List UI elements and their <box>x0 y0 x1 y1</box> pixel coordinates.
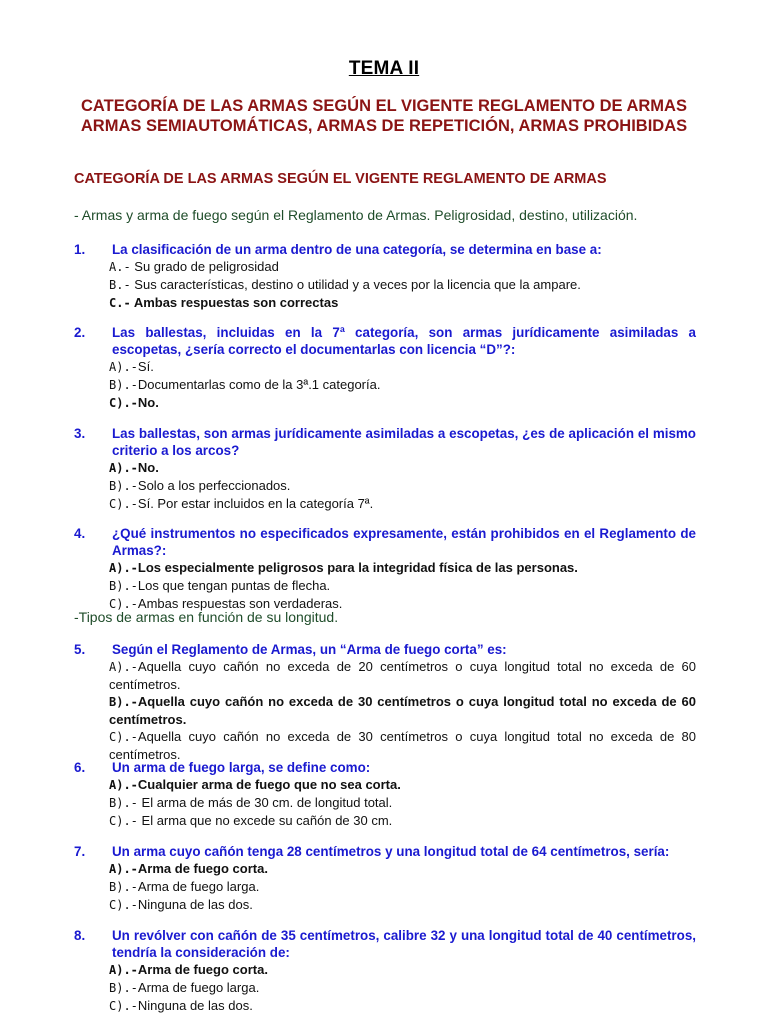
subtitle-line-2: ARMAS SEMIAUTOMÁTICAS, ARMAS DE REPETICIÓN, ARMAS PROHIBIDAS <box>80 117 688 135</box>
option-b: B).- El arma de más de 30 cm. de longitud total. <box>109 795 393 810</box>
question-5 <box>74 641 696 763</box>
question-number: 1. <box>74 242 86 257</box>
option-c: C).-Sí. Por estar incluidos en la categoría 7ª. <box>109 496 374 511</box>
question-stem: Un revólver con cañón de 35 centímetros, calibre 32 y una longitud total de 40 centímetros, tendría la consideración de: <box>112 928 696 960</box>
question-2 <box>74 324 696 412</box>
question-number: 5. <box>74 642 86 657</box>
option-a: A).-Arma de fuego corta. <box>109 861 268 876</box>
option-a: A).-Sí. <box>109 359 154 374</box>
subsection-heading-1: - Armas y arma de fuego según el Reglamento de Armas. Peligrosidad, destino, utilización. <box>74 207 638 223</box>
question-3 <box>74 425 696 513</box>
subsection-heading-2: -Tipos de armas en función de su longitud. <box>74 609 339 625</box>
question-stem: Las ballestas, son armas jurídicamente asimiladas a escopetas, ¿es de aplicación el mismo criterio a los arcos? <box>112 426 696 458</box>
option-a: A.- Su grado de peligrosidad <box>109 259 279 274</box>
option-a: A).-Arma de fuego corta. <box>109 962 268 977</box>
question-stem: Un arma de fuego larga, se define como: <box>112 760 371 775</box>
option-a: A).-Aquella cuyo cañón no exceda de 20 centímetros o cuya longitud total no exceda de 60 centímetros. <box>109 659 696 692</box>
option-c: C).-Ninguna de las dos. <box>109 998 253 1013</box>
question-stem: Según el Reglamento de Armas, un “Arma de fuego corta” es: <box>112 642 507 657</box>
subtitle-line-1: CATEGORÍA DE LAS ARMAS SEGÚN EL VIGENTE REGLAMENTO DE ARMAS <box>81 97 687 115</box>
question-stem: Las ballestas, incluidas en la 7ª categoría, son armas jurídicamente asimiladas a escopetas, ¿sería correcto el documentarlas con licencia “D”?: <box>112 325 696 357</box>
option-c: C).-Ninguna de las dos. <box>109 897 253 912</box>
question-stem: ¿Qué instrumentos no especificados expresamente, están prohibidos en el Reglamento de Armas?: <box>112 526 696 558</box>
question-number: 4. <box>74 526 86 541</box>
option-c: C).- El arma que no excede su cañón de 30 cm. <box>109 813 393 828</box>
question-4 <box>74 525 696 613</box>
question-7 <box>74 843 696 914</box>
question-number: 3. <box>74 426 86 441</box>
option-c: C).-Ambas respuestas son verdaderas. <box>109 596 343 611</box>
option-b: B).-Arma de fuego larga. <box>109 879 260 894</box>
question-8 <box>74 927 696 1015</box>
section-heading: CATEGORÍA DE LAS ARMAS SEGÚN EL VIGENTE REGLAMENTO DE ARMAS <box>74 171 607 187</box>
document-subtitle <box>0 96 768 136</box>
question-number: 6. <box>74 760 86 775</box>
question-6 <box>74 759 696 830</box>
option-c: C).-No. <box>109 395 159 410</box>
document-title: TEMA II <box>348 58 420 79</box>
option-b: B).-Documentarlas como de la 3ª.1 categoría. <box>109 377 381 392</box>
question-number: 8. <box>74 928 86 943</box>
option-a: A).-No. <box>109 460 159 475</box>
option-b: B.- Sus características, destino o utilidad y a veces por la licencia que la ampare. <box>109 277 581 292</box>
question-stem: Un arma cuyo cañón tenga 28 centímetros y una longitud total de 64 centímetros, sería: <box>112 844 670 859</box>
question-number: 2. <box>74 325 86 340</box>
option-b: B).-Arma de fuego larga. <box>109 980 260 995</box>
option-b: B).-Los que tengan puntas de flecha. <box>109 578 331 593</box>
option-c: C).-Aquella cuyo cañón no exceda de 30 centímetros o cuya longitud total no exceda de 80 centímetros. <box>109 729 696 762</box>
option-c: C.- Ambas respuestas son correctas <box>109 295 339 310</box>
option-b: B).-Aquella cuyo cañón no exceda de 30 centímetros o cuya longitud total no exceda de 60 centímetros. <box>109 694 696 727</box>
question-number: 7. <box>74 844 86 859</box>
option-b: B).-Solo a los perfeccionados. <box>109 478 291 493</box>
question-stem: La clasificación de un arma dentro de una categoría, se determina en base a: <box>112 242 602 257</box>
question-1 <box>74 241 696 312</box>
option-a: A).-Los especialmente peligrosos para la integridad física de las personas. <box>109 560 578 575</box>
option-a: A).-Cualquier arma de fuego que no sea corta. <box>109 777 401 792</box>
